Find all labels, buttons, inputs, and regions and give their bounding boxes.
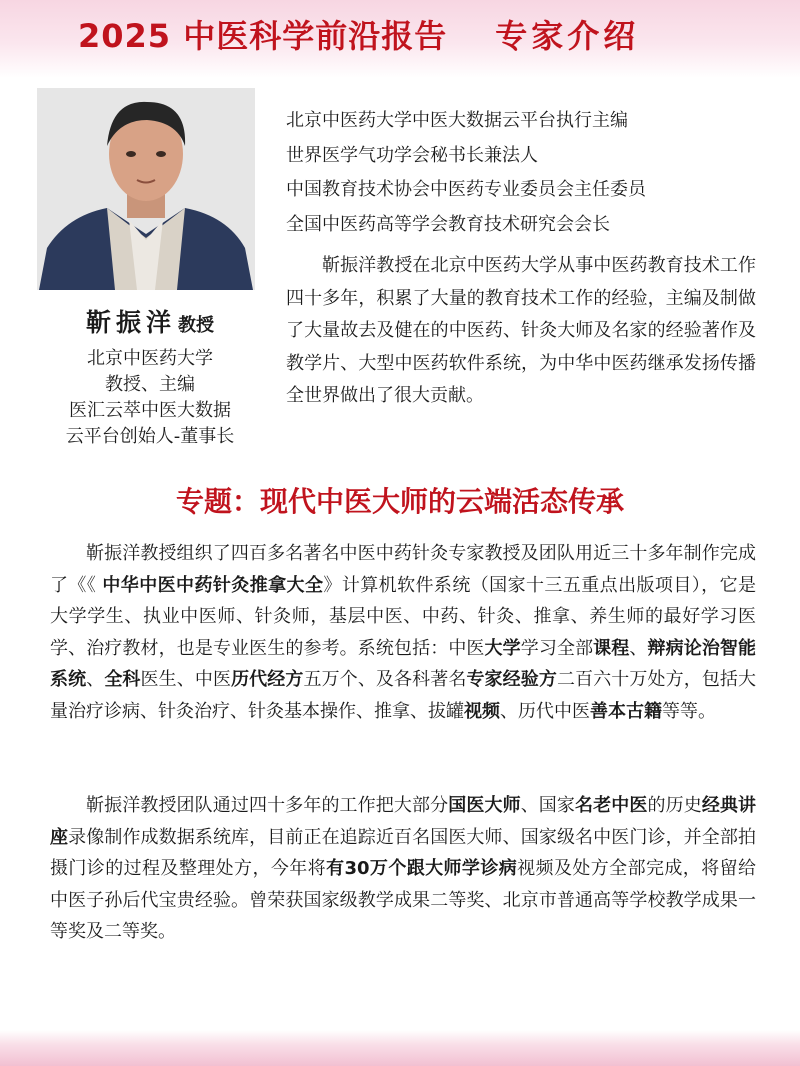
affiliation-line: 教授、主编 xyxy=(105,374,195,395)
emphasis-text: 课程 xyxy=(593,637,630,659)
expert-photo xyxy=(37,88,255,290)
body-paragraph-2 xyxy=(50,790,756,948)
emphasis-text: 名老中医 xyxy=(575,795,648,816)
body-paragraph-1 xyxy=(50,538,756,728)
emphasis-text: 经典讲座 xyxy=(50,795,757,848)
portrait-image xyxy=(37,88,255,290)
body-text: 视频及处方全部完成，将留给中医子孙后代宝贵经验。曾荣获国家级教学成果二等奖、北京市普通高等学校教学成果一等奖及二等奖。 xyxy=(50,858,756,943)
position-line: 全国中医药高等学会教育技术研究会会长 xyxy=(286,213,610,235)
body-text: 录像制作成数据系统库，目前正在追踪近百名国医大师、国家级名中医门诊，并全部拍摄门诊的过程及整理处方，今年将 xyxy=(50,826,757,880)
expert-name: 靳振洋 xyxy=(85,308,176,337)
title-expert-intro: 专家介绍 xyxy=(495,17,640,55)
expert-positions xyxy=(286,104,766,242)
body-text: 医生、中医 xyxy=(140,669,232,691)
emphasis-text: 历代经方 xyxy=(231,669,304,691)
emphasis-text: 大学 xyxy=(484,637,521,659)
page-title xyxy=(78,14,718,58)
emphasis-text: 辩病论治智能系统 xyxy=(50,637,757,691)
affiliation-line: 医汇云萃中医大数据 xyxy=(69,400,231,421)
position-line: 世界医学气功学会秘书长兼法人 xyxy=(286,144,538,166)
affiliation-line: 北京中医药大学 xyxy=(87,348,213,369)
emphasis-text: 中华中医中药针灸推拿大全 xyxy=(102,574,324,596)
emphasis-text: 善本古籍 xyxy=(590,700,662,722)
expert-bio: 靳振洋教授在北京中医药大学从事中医药教育技术工作四十多年，积累了大量的教育技术工作的经验，主编及制做了大量故去及健在的中医药、针灸大师及名家的经验著作及教学片、大型中医药软件系统，为中华中医药继承发扬传播全世界做出了很大贡献。 xyxy=(286,255,756,406)
expert-affiliation xyxy=(30,346,270,450)
affiliation-line: 云平台创始人-董事长 xyxy=(65,426,235,447)
emphasis-text: 全科 xyxy=(104,669,141,691)
emphasis-text: 国医大师 xyxy=(448,795,521,816)
body-text: 、 xyxy=(86,669,105,691)
emphasis-text: 视频 xyxy=(464,700,500,722)
emphasis-text: 有30万个跟大师学诊病 xyxy=(326,858,518,880)
body-text: 、 xyxy=(629,637,648,659)
body-text: 靳振洋教授团队通过四十多年的工作把大部分 xyxy=(86,795,449,816)
body-text: 、国家 xyxy=(520,795,576,816)
position-line: 北京中医药大学中医大数据云平台执行主编 xyxy=(286,110,628,131)
title-report: 2025 中医科学前沿报告 xyxy=(78,17,448,55)
body-text: 等等。 xyxy=(662,700,716,722)
expert-name-row xyxy=(60,303,240,339)
body-text: 的历史 xyxy=(647,795,702,816)
body-text: 二百六十万处方，包括大量治疗诊病、针灸治疗、针灸基本操作、推拿、拔罐 xyxy=(50,669,757,722)
body-text: 五万个、及各科著名 xyxy=(303,669,467,691)
emphasis-text: 专家经验方 xyxy=(466,669,557,691)
topic-heading: 专题：现代中医大师的云端活态传承 xyxy=(175,485,624,518)
body-text: 》计算机软件系统（国家十三五重点出版项目），它是大学学生、执业中医师、针灸师，基层中医、中药、针灸、推拿、养生师的最好学习医学、治疗教材，也是专业医生的参考。系统包括：中医 xyxy=(50,574,756,659)
footer-band xyxy=(0,1030,800,1066)
body-text: 靳振洋教授组织了四百多名著名中医中药针灸专家教授及团队用近三十多年制作完成了《《 xyxy=(50,543,756,596)
body-text: 、历代中医 xyxy=(500,700,590,722)
body-text: 学习全部 xyxy=(520,637,594,659)
expert-title: 教授 xyxy=(178,315,214,336)
position-line: 中国教育技术协会中医药专业委员会主任委员 xyxy=(286,179,646,200)
